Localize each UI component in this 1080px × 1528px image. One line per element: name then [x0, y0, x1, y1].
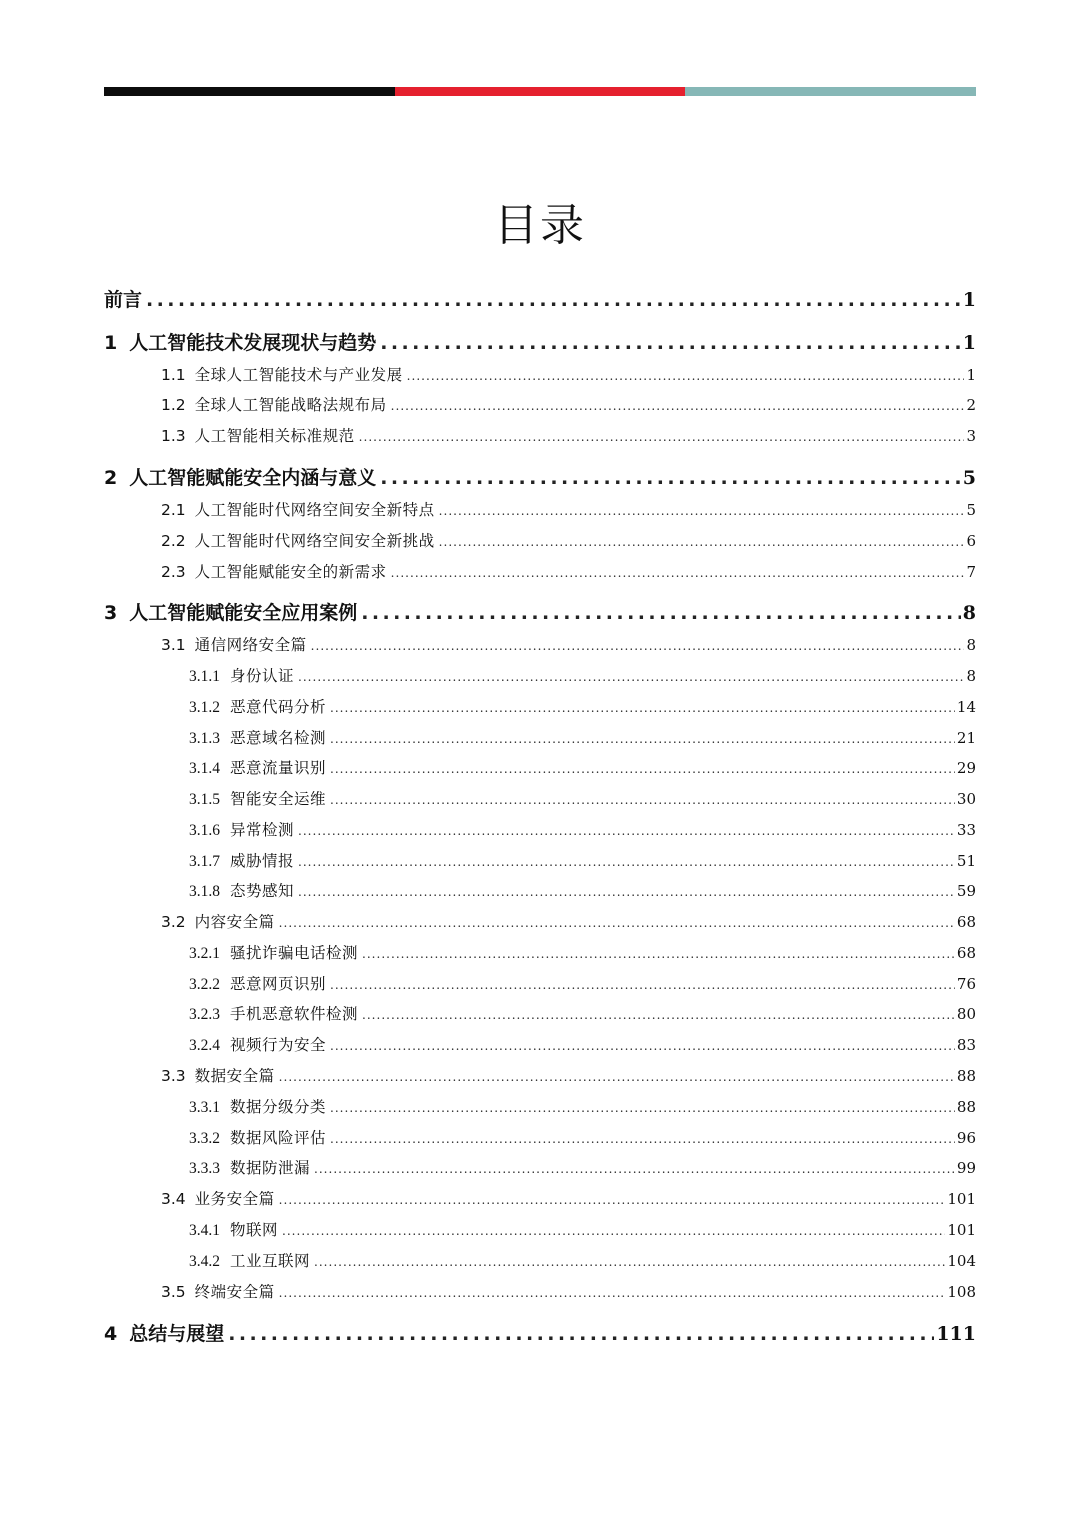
toc-page-number: 76 [956, 975, 976, 993]
toc-entry-level-2[interactable] [161, 1065, 976, 1088]
toc-entry-label: 数据安全篇 [194, 1067, 275, 1085]
toc-entry-label: 人工智能赋能安全应用案例 [129, 602, 358, 624]
toc-entry-label: 异常检测 [230, 821, 295, 839]
toc-entry-label: 前言 [104, 289, 143, 311]
toc-entry-level-3[interactable] [189, 727, 976, 750]
toc-entry-label: 人工智能赋能安全的新需求 [194, 563, 387, 581]
toc-dot-leader [362, 1003, 955, 1026]
toc-page-number: 5 [966, 501, 976, 519]
page-title: 目录 [494, 200, 586, 251]
toc-entry-label: 骚扰诈骗电话检测 [230, 944, 359, 962]
toc-entry-label: 人工智能技术发展现状与趋势 [129, 332, 377, 354]
toc-entry-level-3[interactable] [189, 665, 976, 688]
toc-dot-leader [391, 561, 965, 584]
toc-page-number: 104 [947, 1252, 976, 1270]
toc-entry-level-2[interactable] [161, 364, 976, 387]
toc-entry-label: 威胁情报 [230, 852, 295, 870]
toc-entry-level-3[interactable] [189, 696, 976, 719]
toc-dot-leader [407, 364, 965, 387]
toc-dot-leader [279, 1281, 946, 1304]
toc-entry-label: 恶意网页识别 [230, 975, 327, 993]
toc-entry-level-2[interactable] [161, 1281, 976, 1304]
toc-entry-level-3[interactable] [189, 788, 976, 811]
toc-page-number: 51 [956, 852, 976, 870]
toc-page-number: 14 [956, 698, 976, 716]
toc-dot-leader [279, 1065, 955, 1088]
toc-dot-leader [439, 530, 965, 553]
toc-page-number: 8 [962, 602, 976, 624]
toc-entry-level-2[interactable] [161, 394, 976, 417]
toc-entry-number: 2.3 [161, 563, 186, 581]
toc-page-number: 101 [947, 1190, 976, 1208]
toc-page-number: 96 [956, 1129, 976, 1147]
toc-page-number: 29 [956, 759, 976, 777]
toc-entry-label: 身份认证 [230, 667, 295, 685]
toc-entry-number: 3.4.1 [189, 1222, 220, 1239]
toc-page-number: 1 [962, 332, 976, 354]
toc-entry-label: 全球人工智能技术与产业发展 [194, 366, 403, 384]
toc-entry-level-3[interactable] [189, 1219, 976, 1242]
toc-entry-number: 3.1.6 [189, 822, 220, 839]
toc-page-number: 3 [966, 427, 976, 445]
toc-entry-level-3[interactable] [189, 850, 976, 873]
toc-entry-number: 3.3 [161, 1067, 186, 1085]
toc-page-number: 1 [966, 366, 976, 384]
toc-entry-number: 4 [104, 1323, 118, 1345]
toc-dot-leader [330, 696, 955, 719]
toc-entry-label: 视频行为安全 [230, 1036, 327, 1054]
toc-entry-label: 人工智能时代网络空间安全新挑战 [194, 532, 435, 550]
toc-entry-number: 1.2 [161, 396, 186, 414]
toc-page-number: 6 [966, 532, 976, 550]
toc-entry-number: 3.5 [161, 1283, 186, 1301]
toc-dot-leader [298, 665, 964, 688]
toc-entry-label: 数据风险评估 [230, 1129, 327, 1147]
toc-dot-leader [314, 1157, 955, 1180]
toc-entry-number: 2 [104, 467, 118, 489]
toc-entry-level-2[interactable] [161, 530, 976, 553]
toc-entry-label: 物联网 [230, 1221, 279, 1239]
toc-entry-label: 终端安全篇 [194, 1283, 275, 1301]
toc-entry-level-2[interactable] [161, 1188, 976, 1211]
toc-entry-number: 3.1.1 [189, 668, 220, 685]
toc-dot-leader [330, 1127, 955, 1150]
toc-entry-label: 人工智能相关标准规范 [194, 427, 355, 445]
toc-entry-level-3[interactable] [189, 1034, 976, 1057]
toc-entry-level-1[interactable] [104, 600, 976, 626]
toc-page-number: 2 [966, 396, 976, 414]
toc-entry-number: 3.4 [161, 1190, 186, 1208]
toc-entry-number: 3.1.2 [189, 699, 220, 716]
toc-entry-level-3[interactable] [189, 1096, 976, 1119]
toc-entry-number: 1.3 [161, 427, 186, 445]
toc-page-number: 8 [966, 667, 976, 685]
toc-entry-label: 全球人工智能战略法规布局 [194, 396, 387, 414]
toc-entry-level-2[interactable] [161, 634, 976, 657]
toc-dot-leader [361, 600, 961, 626]
toc-entry-level-3[interactable] [189, 973, 976, 996]
toc-entry-label: 内容安全篇 [194, 913, 275, 931]
toc-dot-leader [314, 1250, 945, 1273]
toc-entry-label: 人工智能时代网络空间安全新特点 [194, 501, 435, 519]
toc-entry-number: 2.1 [161, 501, 186, 519]
toc-dot-leader [391, 394, 965, 417]
toc-page-number: 108 [947, 1283, 976, 1301]
toc-entry-number: 3.1.3 [189, 730, 220, 747]
toc-entry-label: 恶意流量识别 [230, 759, 327, 777]
toc-entry-label: 恶意代码分析 [230, 698, 327, 716]
toc-entry-label: 态势感知 [230, 882, 295, 900]
toc-dot-leader [330, 727, 955, 750]
toc-dot-leader [298, 850, 955, 873]
toc-page-number: 83 [956, 1036, 976, 1054]
toc-dot-leader [228, 1321, 934, 1347]
toc-dot-leader [439, 499, 965, 522]
toc-entry-level-1[interactable] [104, 287, 976, 313]
toc-entry-level-2[interactable] [161, 499, 976, 522]
toc-entry-number: 3.3.3 [189, 1160, 220, 1177]
toc-page-number: 88 [956, 1098, 976, 1116]
toc-entry-level-3[interactable] [189, 1250, 976, 1273]
toc-entry-level-3[interactable] [189, 880, 976, 903]
toc-dot-leader [298, 880, 955, 903]
toc-entry-number: 3.2.4 [189, 1037, 220, 1054]
toc-entry-number: 3.2.1 [189, 945, 220, 962]
toc-entry-label: 人工智能赋能安全内涵与意义 [129, 467, 377, 489]
toc-entry-number: 3.1 [161, 636, 186, 654]
toc-entry-level-3[interactable] [189, 1003, 976, 1026]
toc-page-number: 68 [956, 913, 976, 931]
toc-entry-number: 1.1 [161, 366, 186, 384]
toc-entry-level-1[interactable] [104, 330, 976, 356]
toc-entry-level-3[interactable] [189, 757, 976, 780]
toc-page-number: 68 [956, 944, 976, 962]
toc-dot-leader [362, 942, 955, 965]
toc-entry-number: 3.2.3 [189, 1006, 220, 1023]
toc-entry-number: 3.2.2 [189, 976, 220, 993]
toc-dot-leader [330, 1096, 955, 1119]
toc-entry-level-2[interactable] [161, 425, 976, 448]
toc-dot-leader [330, 1034, 955, 1057]
toc-dot-leader [311, 634, 965, 657]
toc-dot-leader [282, 1219, 945, 1242]
toc-entry-level-2[interactable] [161, 561, 976, 584]
toc-page-number: 30 [956, 790, 976, 808]
toc-page-number: 33 [956, 821, 976, 839]
toc-page-number: 88 [956, 1067, 976, 1085]
toc-page-number: 101 [947, 1221, 976, 1239]
toc-page-number: 80 [956, 1005, 976, 1023]
toc-dot-leader [330, 757, 955, 780]
toc-entry-number: 3.1.7 [189, 853, 220, 870]
toc-entry-label: 通信网络安全篇 [194, 636, 307, 654]
toc-dot-leader [146, 287, 961, 313]
toc-entry-number: 3.1.4 [189, 760, 220, 777]
toc-entry-number: 1 [104, 332, 118, 354]
toc-page-number: 99 [956, 1159, 976, 1177]
toc-entry-level-3[interactable] [189, 1157, 976, 1180]
toc-dot-leader [330, 788, 955, 811]
toc-entry-label: 业务安全篇 [194, 1190, 275, 1208]
toc-dot-leader [298, 819, 955, 842]
toc-entry-label: 数据分级分类 [230, 1098, 327, 1116]
toc-entry-number: 3.2 [161, 913, 186, 931]
toc-page-number: 59 [956, 882, 976, 900]
toc-dot-leader [359, 425, 965, 448]
toc-entry-level-3[interactable] [189, 1127, 976, 1150]
toc-entry-label: 恶意域名检测 [230, 729, 327, 747]
toc-entry-label: 智能安全运维 [230, 790, 327, 808]
toc-entry-number: 3 [104, 602, 118, 624]
toc-entry-number: 3.3.1 [189, 1099, 220, 1116]
toc-entry-label: 总结与展望 [129, 1323, 225, 1345]
toc-entry-number: 3.3.2 [189, 1130, 220, 1147]
toc-entry-level-3[interactable] [189, 819, 976, 842]
toc-entry-number: 3.1.5 [189, 791, 220, 808]
toc-dot-leader [380, 465, 961, 491]
toc-entry-label: 手机恶意软件检测 [230, 1005, 359, 1023]
toc-page-number: 21 [956, 729, 976, 747]
toc-entry-label: 工业互联网 [230, 1252, 311, 1270]
toc-dot-leader [330, 973, 955, 996]
toc-dot-leader [380, 330, 961, 356]
toc-entry-label: 数据防泄漏 [230, 1159, 311, 1177]
toc-entry-number: 3.1.8 [189, 883, 220, 900]
toc-entry-level-3[interactable] [189, 942, 976, 965]
toc-page-number: 8 [966, 636, 976, 654]
toc-entry-level-1[interactable] [104, 1321, 976, 1347]
toc-entry-number: 3.4.2 [189, 1253, 220, 1270]
toc-dot-leader [279, 1188, 946, 1211]
toc-page-number: 7 [966, 563, 976, 581]
toc-entry-level-2[interactable] [161, 911, 976, 934]
toc-page-number: 1 [962, 289, 976, 311]
toc-page-number: 5 [962, 467, 976, 489]
toc-entry-level-1[interactable] [104, 465, 976, 491]
toc-page-number: 111 [936, 1323, 976, 1345]
toc-entry-number: 2.2 [161, 532, 186, 550]
toc-dot-leader [279, 911, 955, 934]
